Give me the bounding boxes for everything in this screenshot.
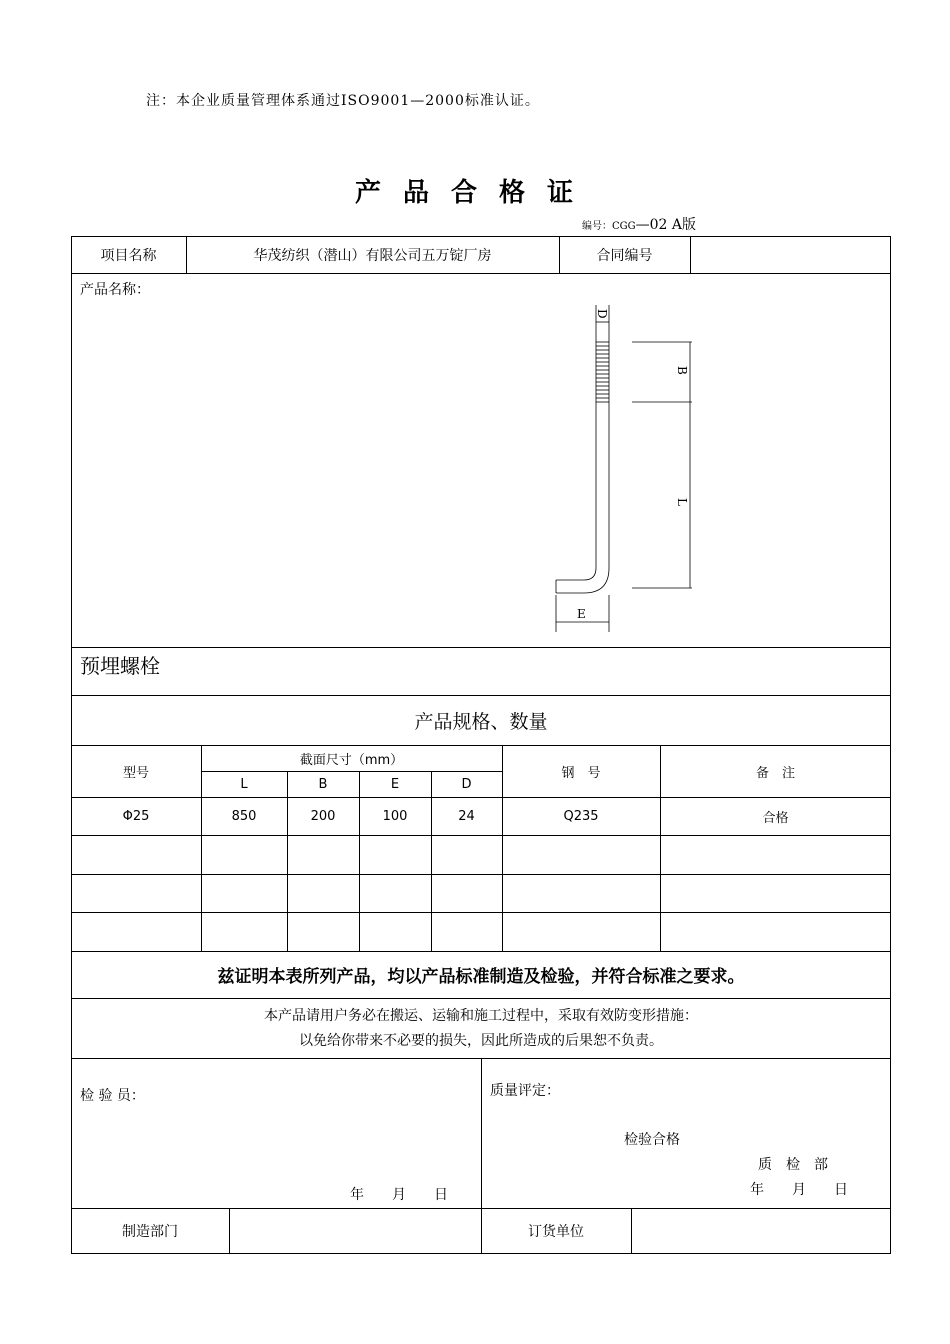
cell-steel xyxy=(502,874,660,912)
quality-result: 检验合格 xyxy=(624,1132,680,1148)
header-b: B xyxy=(318,776,328,792)
warning-line-1: 本产品请用户务必在搬运、运输和施工过程中，采取有效防变形措施： xyxy=(264,1008,698,1024)
product-name-value: 预埋螺栓 xyxy=(80,654,160,678)
cell-remark: 合格 xyxy=(762,810,789,826)
header-l: L xyxy=(240,776,248,792)
cell-b xyxy=(287,912,359,951)
inspector-label: 检 验 员： xyxy=(80,1088,145,1104)
ordering-unit-label: 订货单位 xyxy=(528,1224,584,1240)
cell-l xyxy=(201,874,287,912)
cell-d xyxy=(431,912,502,951)
contract-number-label: 合同编号 xyxy=(596,247,653,264)
document-code-suffix: —02 A版 xyxy=(635,217,697,233)
header-e: E xyxy=(390,776,400,792)
header-section-size: 截面尺寸（mm） xyxy=(299,752,404,768)
cell-l: 850 xyxy=(231,808,257,824)
product-name-label: 产品名称： xyxy=(80,282,150,298)
document-code-prefix: 编号：CGG xyxy=(582,221,636,232)
cell-e xyxy=(359,874,431,912)
cell-b: 200 xyxy=(310,808,336,824)
cell-model xyxy=(71,874,201,912)
dimension-e-label: E xyxy=(577,607,586,621)
document-code xyxy=(582,214,696,234)
ordering-unit-value[interactable] xyxy=(631,1208,891,1254)
cell-steel xyxy=(502,912,660,951)
certification-statement: 兹证明本表所列产品，均以产品标准制造及检验，并符合标准之要求。 xyxy=(217,967,745,987)
cell-steel xyxy=(502,835,660,874)
anchor-bolt-drawing xyxy=(540,300,710,635)
cell-l xyxy=(201,835,287,874)
cell-b xyxy=(287,835,359,874)
cell-remark xyxy=(660,835,891,874)
project-name-label: 项目名称 xyxy=(100,247,157,264)
cell-model: Φ25 xyxy=(122,808,150,824)
cell-model xyxy=(71,912,201,951)
dimension-l-label: L xyxy=(675,498,689,506)
header-remark: 备 注 xyxy=(755,765,795,781)
manufacturing-dept-label: 制造部门 xyxy=(122,1224,178,1240)
cell-model xyxy=(71,835,201,874)
cell-steel: Q235 xyxy=(563,808,599,824)
cell-e xyxy=(359,912,431,951)
dimension-d-label: D xyxy=(595,309,609,319)
cell-l xyxy=(201,912,287,951)
header-steel-grade: 钢 号 xyxy=(561,765,601,781)
cell-e xyxy=(359,835,431,874)
cell-d xyxy=(431,835,502,874)
header-d: D xyxy=(461,776,472,792)
project-name-value: 华茂纺织（潜山）有限公司五万锭厂房 xyxy=(253,247,492,264)
certification-note: 注：本企业质量管理体系通过ISO9001—2000标准认证。 xyxy=(146,93,540,109)
page-title: 产品合格证 xyxy=(354,178,595,208)
dimension-b-label: B xyxy=(675,366,689,375)
manufacturing-dept-value[interactable] xyxy=(229,1208,481,1254)
header-model: 型号 xyxy=(122,765,149,781)
quality-date-right: 年 月 日 xyxy=(750,1182,848,1198)
cell-remark xyxy=(660,874,891,912)
cell-b xyxy=(287,874,359,912)
cell-d: 24 xyxy=(458,808,475,824)
cell-e: 100 xyxy=(382,808,408,824)
cell-d xyxy=(431,874,502,912)
contract-number-value[interactable] xyxy=(690,236,891,273)
warning-line-2: 以免给你带来不必要的损失，因此所造成的后果恕不负责。 xyxy=(299,1033,663,1049)
inspection-date-left: 年 月 日 xyxy=(350,1187,448,1203)
quality-assessment-label: 质量评定： xyxy=(490,1083,560,1099)
cell-remark xyxy=(660,912,891,951)
spec-title: 产品规格、数量 xyxy=(414,710,548,733)
quality-department: 质 检 部 xyxy=(758,1157,828,1173)
